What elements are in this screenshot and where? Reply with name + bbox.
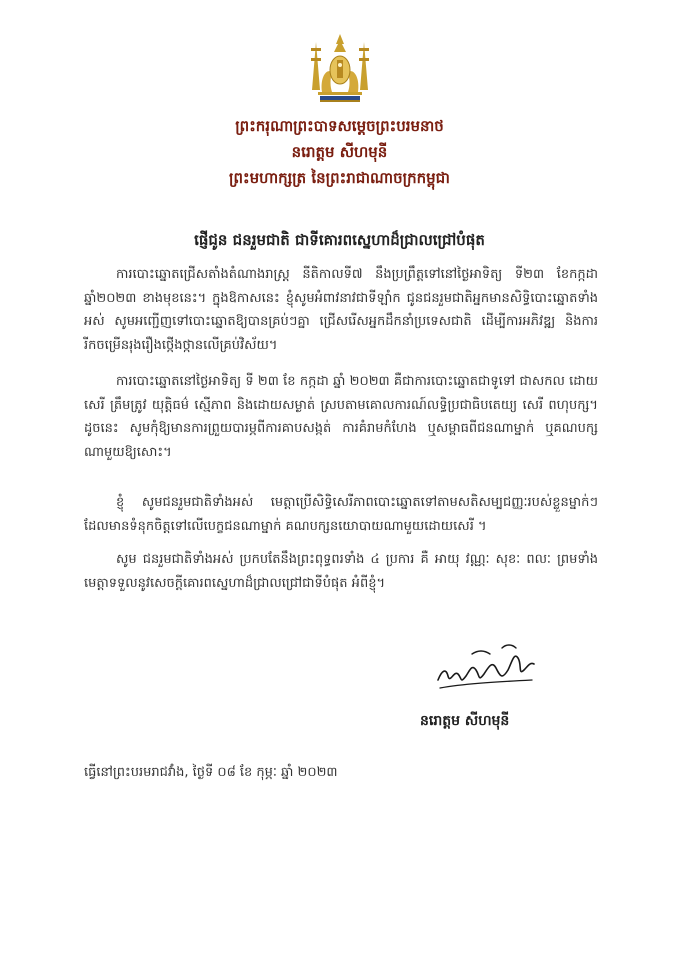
paragraph-1: ការបោះឆ្នោតជ្រើសតាំងតំណាងរាស្ត្រ នីតិកាលទី៧ នឹងប្រព្រឹត្តទៅនៅថ្ងៃអាទិត្យ ទី២៣ ខែកក្កដា ឆ្នាំ២០២៣ ខាងមុខនេះ។ ក្នុងឱកាសនេះ ខ្ញុំសូមអំពាវនាវជាទីឡាំក ជូនជនរួមជាតិអ្នកមានសិទ្ធិបោះឆ្នោតទាំងអស់ សូមអញ្ជើញទៅបោះឆ្នោតឱ្យបានគ្រប់ៗគ្នា ជ្រើសរើសអ្នកដឹកនាំប្រទេសជាតិ ដើម្បីការអភិវឌ្ឍ និងការរីកចម្រើនរុងរឿងថ្កើងថ្កានលើគ្រប់វិស័យ។ bbox=[84, 267, 598, 353]
letterhead-line-1: ព្រះករុណាព្រះបាទសម្ដេចព្រះបរមនាថ bbox=[235, 117, 444, 135]
paragraph-3: ខ្ញុំ សូមជនរួមជាតិទាំងអស់ មេត្តាប្រើសិទ្ធិសេរីភាពបោះឆ្នោតទៅតាមសតិសម្បជញ្ញៈរបស់ខ្លួនម្នាក់ៗ ដែលមានទំនុកចិត្តទៅលើបេក្ខជនណាម្នាក់ គណបក្សនយោបាយណាមួយដោយសេរី ។ bbox=[84, 495, 598, 534]
paragraph-4: សូម ជនរួមជាតិទាំងអស់ ប្រកបតែនឹងព្រះពុទ្ធពរទាំង ៤ ប្រការ គឺ អាយុ វណ្ណៈ សុខៈ ពលៈ ព្រមទាំងមេត្តាទទួលនូវសេចក្ដីគោរពស្នេហាដ៏ជ្រាលជ្រៅជាទីបំផុត អំពីខ្ញុំ។ bbox=[84, 552, 598, 591]
date-line: ធ្វើនៅព្រះបរមរាជវាំង, ថ្ងៃទី ០៨ ខែ កុម្ភៈ ឆ្នាំ ២០២៣ bbox=[84, 765, 338, 780]
signer-name: នរោត្តម សីហមុនី bbox=[420, 713, 510, 729]
royal-emblem-icon bbox=[306, 32, 374, 104]
paragraph-2: ការបោះឆ្នោតនៅថ្ងៃអាទិត្យ ទី ២៣ ខែ កក្កដា ឆ្នាំ ២០២៣ គឺជាការបោះឆ្នោតជាទូទៅ ជាសកល ដោយសេរី ត្រឹមត្រូវ យុត្តិធម៌ ស្មើភាព និងដោយសម្ងាត់ ស្របតាមគោលការណ៍លទ្ធិប្រជាធិបតេយ្យ សេរី ពហុបក្ស។ ដូចនេះ សូមកុំឱ្យមានការព្រួយបារម្ភពីការគាបសង្កត់ ការគំរាមកំហែង ឬសម្ពាធពីជនណាម្នាក់ ឬគណបក្សណាមួយឱ្យសោះ។ bbox=[84, 374, 598, 460]
handwritten-signature bbox=[432, 640, 542, 692]
letterhead-line-2: នរោត្តម សីហមុនី bbox=[291, 143, 388, 161]
letterhead-line-3: ព្រះមហាក្សត្រ នៃព្រះរាជាណាចក្រកម្ពុជា bbox=[229, 169, 450, 187]
letter-title: ផ្ញើជូន ជនរួមជាតិ ជាទីគោរពស្នេហាដ៏ជ្រាលជ្រៅបំផុត bbox=[194, 231, 485, 249]
